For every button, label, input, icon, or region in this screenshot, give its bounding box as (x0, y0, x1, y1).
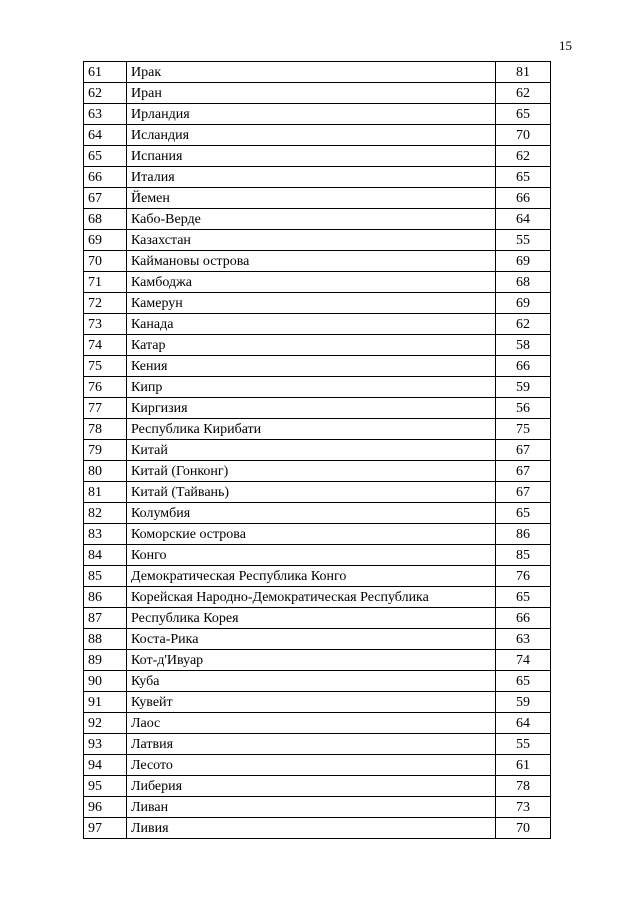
value-cell: 75 (496, 419, 551, 440)
row-number-cell: 67 (84, 188, 127, 209)
table-row (84, 167, 551, 188)
table-row (84, 713, 551, 734)
row-number-cell: 88 (84, 629, 127, 650)
table-row (84, 230, 551, 251)
value-cell: 65 (496, 587, 551, 608)
country-name-cell: Исландия (127, 125, 496, 146)
value-cell: 70 (496, 125, 551, 146)
row-number-cell: 66 (84, 167, 127, 188)
value-cell: 61 (496, 755, 551, 776)
value-cell: 76 (496, 566, 551, 587)
value-cell: 62 (496, 146, 551, 167)
row-number-cell: 79 (84, 440, 127, 461)
country-name-cell: Демократическая Республика Конго (127, 566, 496, 587)
row-number-cell: 82 (84, 503, 127, 524)
country-name-cell: Республика Кирибати (127, 419, 496, 440)
table-row (84, 650, 551, 671)
row-number-cell: 75 (84, 356, 127, 377)
table-row (84, 272, 551, 293)
country-name-cell: Коста-Рика (127, 629, 496, 650)
value-cell: 68 (496, 272, 551, 293)
country-name-cell: Кувейт (127, 692, 496, 713)
row-number-cell: 89 (84, 650, 127, 671)
country-name-cell: Кения (127, 356, 496, 377)
row-number-cell: 80 (84, 461, 127, 482)
value-cell: 63 (496, 629, 551, 650)
value-cell: 81 (496, 62, 551, 83)
country-name-cell: Казахстан (127, 230, 496, 251)
row-number-cell: 74 (84, 335, 127, 356)
table-body (84, 62, 551, 839)
country-name-cell: Ирландия (127, 104, 496, 125)
value-cell: 66 (496, 188, 551, 209)
value-cell: 73 (496, 797, 551, 818)
row-number-cell: 87 (84, 608, 127, 629)
table-row (84, 776, 551, 797)
value-cell: 62 (496, 314, 551, 335)
value-cell: 65 (496, 503, 551, 524)
table-row (84, 797, 551, 818)
value-cell: 67 (496, 482, 551, 503)
table-row (84, 62, 551, 83)
value-cell: 55 (496, 230, 551, 251)
table-row (84, 314, 551, 335)
value-cell: 64 (496, 713, 551, 734)
value-cell: 85 (496, 545, 551, 566)
country-name-cell: Камбоджа (127, 272, 496, 293)
country-name-cell: Колумбия (127, 503, 496, 524)
row-number-cell: 85 (84, 566, 127, 587)
value-cell: 67 (496, 461, 551, 482)
value-cell: 86 (496, 524, 551, 545)
country-name-cell: Куба (127, 671, 496, 692)
country-name-cell: Кабо-Верде (127, 209, 496, 230)
country-name-cell: Ливан (127, 797, 496, 818)
row-number-cell: 77 (84, 398, 127, 419)
table-row (84, 629, 551, 650)
table-row (84, 440, 551, 461)
table-row (84, 146, 551, 167)
value-cell: 78 (496, 776, 551, 797)
country-name-cell: Лесото (127, 755, 496, 776)
table-row (84, 692, 551, 713)
row-number-cell: 70 (84, 251, 127, 272)
row-number-cell: 96 (84, 797, 127, 818)
country-name-cell: Италия (127, 167, 496, 188)
country-name-cell: Ирак (127, 62, 496, 83)
table-row (84, 482, 551, 503)
row-number-cell: 76 (84, 377, 127, 398)
row-number-cell: 78 (84, 419, 127, 440)
value-cell: 55 (496, 734, 551, 755)
row-number-cell: 81 (84, 482, 127, 503)
row-number-cell: 62 (84, 83, 127, 104)
country-name-cell: Латвия (127, 734, 496, 755)
value-cell: 74 (496, 650, 551, 671)
country-name-cell: Либерия (127, 776, 496, 797)
table-row (84, 671, 551, 692)
row-number-cell: 71 (84, 272, 127, 293)
row-number-cell: 73 (84, 314, 127, 335)
country-name-cell: Йемен (127, 188, 496, 209)
country-name-cell: Республика Корея (127, 608, 496, 629)
table-row (84, 608, 551, 629)
country-name-cell: Кот-д'Ивуар (127, 650, 496, 671)
value-cell: 66 (496, 608, 551, 629)
value-cell: 59 (496, 377, 551, 398)
table-row (84, 734, 551, 755)
row-number-cell: 65 (84, 146, 127, 167)
table-row (84, 377, 551, 398)
value-cell: 56 (496, 398, 551, 419)
table-row (84, 251, 551, 272)
value-cell: 66 (496, 356, 551, 377)
table-row (84, 83, 551, 104)
table-row (84, 524, 551, 545)
row-number-cell: 93 (84, 734, 127, 755)
row-number-cell: 90 (84, 671, 127, 692)
row-number-cell: 97 (84, 818, 127, 839)
value-cell: 65 (496, 167, 551, 188)
value-cell: 65 (496, 671, 551, 692)
row-number-cell: 68 (84, 209, 127, 230)
country-name-cell: Коморские острова (127, 524, 496, 545)
table-row (84, 755, 551, 776)
table-row (84, 545, 551, 566)
value-cell: 65 (496, 104, 551, 125)
row-number-cell: 91 (84, 692, 127, 713)
row-number-cell: 94 (84, 755, 127, 776)
value-cell: 69 (496, 251, 551, 272)
value-cell: 69 (496, 293, 551, 314)
table-row (84, 209, 551, 230)
row-number-cell: 92 (84, 713, 127, 734)
value-cell: 58 (496, 335, 551, 356)
table-row (84, 503, 551, 524)
table-row (84, 293, 551, 314)
row-number-cell: 61 (84, 62, 127, 83)
value-cell: 62 (496, 83, 551, 104)
country-name-cell: Конго (127, 545, 496, 566)
row-number-cell: 86 (84, 587, 127, 608)
table-row (84, 104, 551, 125)
table-row (84, 461, 551, 482)
page-number: 15 (559, 38, 572, 53)
country-name-cell: Киргизия (127, 398, 496, 419)
row-number-cell: 72 (84, 293, 127, 314)
table-row (84, 356, 551, 377)
row-number-cell: 95 (84, 776, 127, 797)
country-name-cell: Камерун (127, 293, 496, 314)
value-cell: 59 (496, 692, 551, 713)
table-row (84, 419, 551, 440)
country-name-cell: Китай (Тайвань) (127, 482, 496, 503)
row-number-cell: 84 (84, 545, 127, 566)
table-row (84, 566, 551, 587)
country-name-cell: Корейская Народно-Демократическая Республика (127, 587, 496, 608)
country-name-cell: Каймановы острова (127, 251, 496, 272)
row-number-cell: 83 (84, 524, 127, 545)
table-row (84, 398, 551, 419)
country-name-cell: Ливия (127, 818, 496, 839)
table-row (84, 188, 551, 209)
country-name-cell: Китай (127, 440, 496, 461)
row-number-cell: 64 (84, 125, 127, 146)
country-name-cell: Испания (127, 146, 496, 167)
country-name-cell: Иран (127, 83, 496, 104)
value-cell: 67 (496, 440, 551, 461)
table-row (84, 818, 551, 839)
row-number-cell: 69 (84, 230, 127, 251)
table-row (84, 587, 551, 608)
country-name-cell: Китай (Гонконг) (127, 461, 496, 482)
country-table (83, 61, 551, 839)
value-cell: 64 (496, 209, 551, 230)
row-number-cell: 63 (84, 104, 127, 125)
table-row (84, 125, 551, 146)
country-name-cell: Лаос (127, 713, 496, 734)
country-name-cell: Кипр (127, 377, 496, 398)
table-row (84, 335, 551, 356)
country-name-cell: Катар (127, 335, 496, 356)
country-name-cell: Канада (127, 314, 496, 335)
value-cell: 70 (496, 818, 551, 839)
